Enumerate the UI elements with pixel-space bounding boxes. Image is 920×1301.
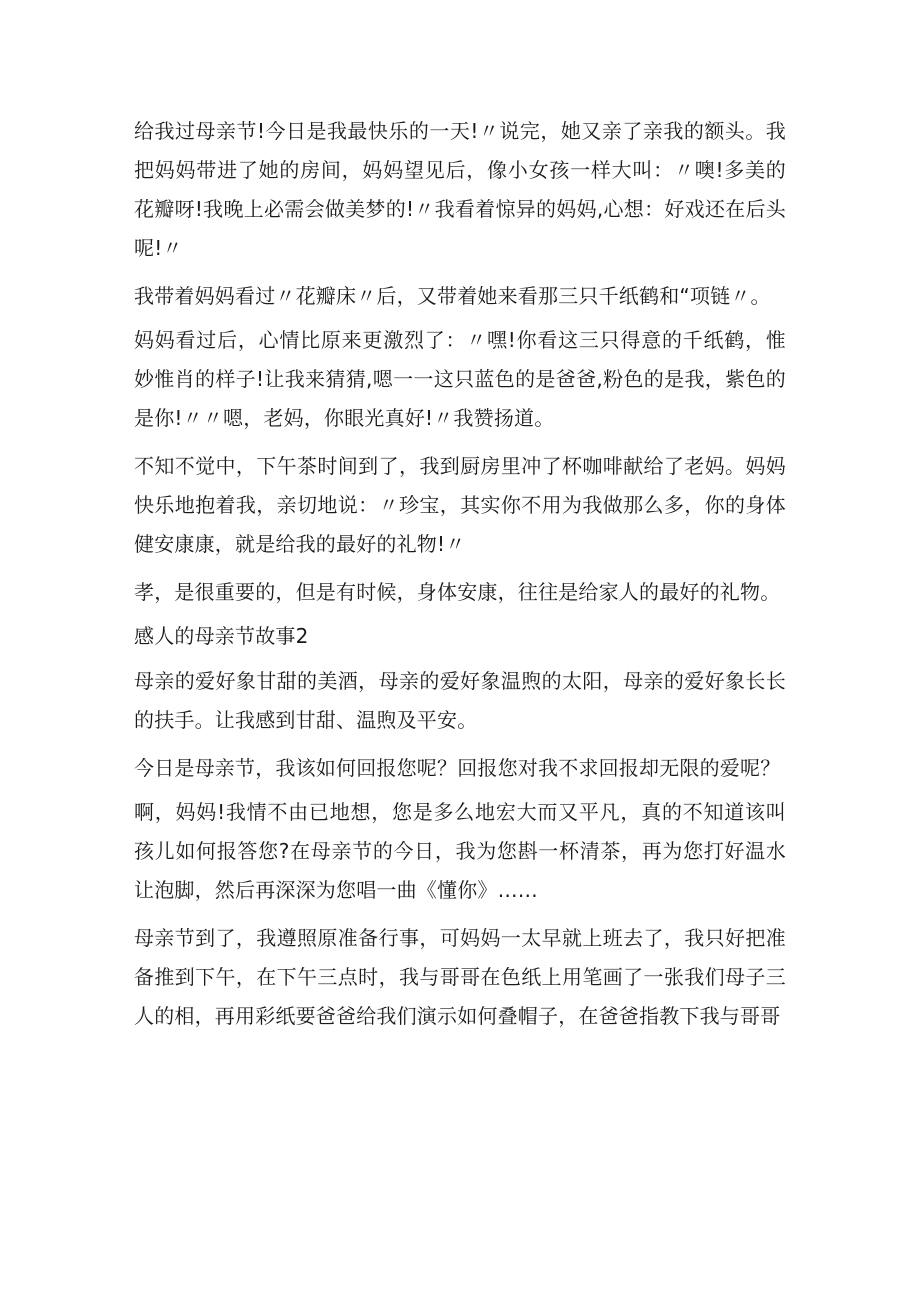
paragraph: 母亲节到了，我遵照原准备行事，可妈妈一太早就上班去了，我只好把准备推到下午，在下午三点时，我与哥哥在色纸上用笔画了一张我们母子三人的相，再用彩纸要爸爸给我们演示如何叠帽子，在爸爸指教下我与哥哥 <box>134 926 786 1028</box>
paragraph: 给我过母亲节!今日是我最快乐的一天!〃说完，她又亲了亲我的额头。我把妈妈带进了她的房间，妈妈望见后，像小女孩一样大叫：〃噢!多美的花瓣呀!我晚上必需会做美梦的!〃我看着惊异的妈妈,心想：好戏还在后头呢!〃 <box>134 119 786 260</box>
paragraph: 孝，是很重要的，但是有时候，身体安康，往往是给家人的最好的礼物。 <box>134 580 781 604</box>
document-body <box>134 112 786 1045</box>
paragraph: 妈妈看过后，心情比原来更激烈了：〃嘿!你看这三只得意的千纸鹤，惟妙惟肖的样子!让我来猜猜,嗯一一这只蓝色的是爸爸,粉色的是我，紫色的是你!〃〃嗯，老妈，你眼光真好!〃我赞扬道。 <box>134 328 786 430</box>
paragraph: 母亲的爱好象甘甜的美酒，母亲的爱好象温煦的太阳，母亲的爱好象长长的扶手。让我感到甘甜、温煦及平安。 <box>134 669 786 732</box>
paragraph: 不知不觉中，下午茶时间到了，我到厨房里冲了杯咖啡献给了老妈。妈妈快乐地抱着我，亲切地说：〃珍宝，其实你不用为我做那么多，你的身体健安康康，就是给我的最好的礼物!〃 <box>134 454 786 556</box>
paragraph: 啊，妈妈!我情不由已地想，您是多么地宏大而又平凡，真的不知道该叫孩儿如何报答您?在母亲节的今日，我为您斟一杯清茶，再为您打好温水让泡脚，然后再深深为您唱一曲《懂你》…… <box>134 800 786 902</box>
section-heading: 感人的母亲节故事2 <box>134 624 309 648</box>
paragraph: 今日是母亲节，我该如何回报您呢？回报您对我不求回报却无限的爱呢？ <box>134 756 781 780</box>
paragraph: 我带着妈妈看过〃花瓣床〃后，又带着她来看那三只千纸鹤和“项链〃。 <box>134 284 771 308</box>
